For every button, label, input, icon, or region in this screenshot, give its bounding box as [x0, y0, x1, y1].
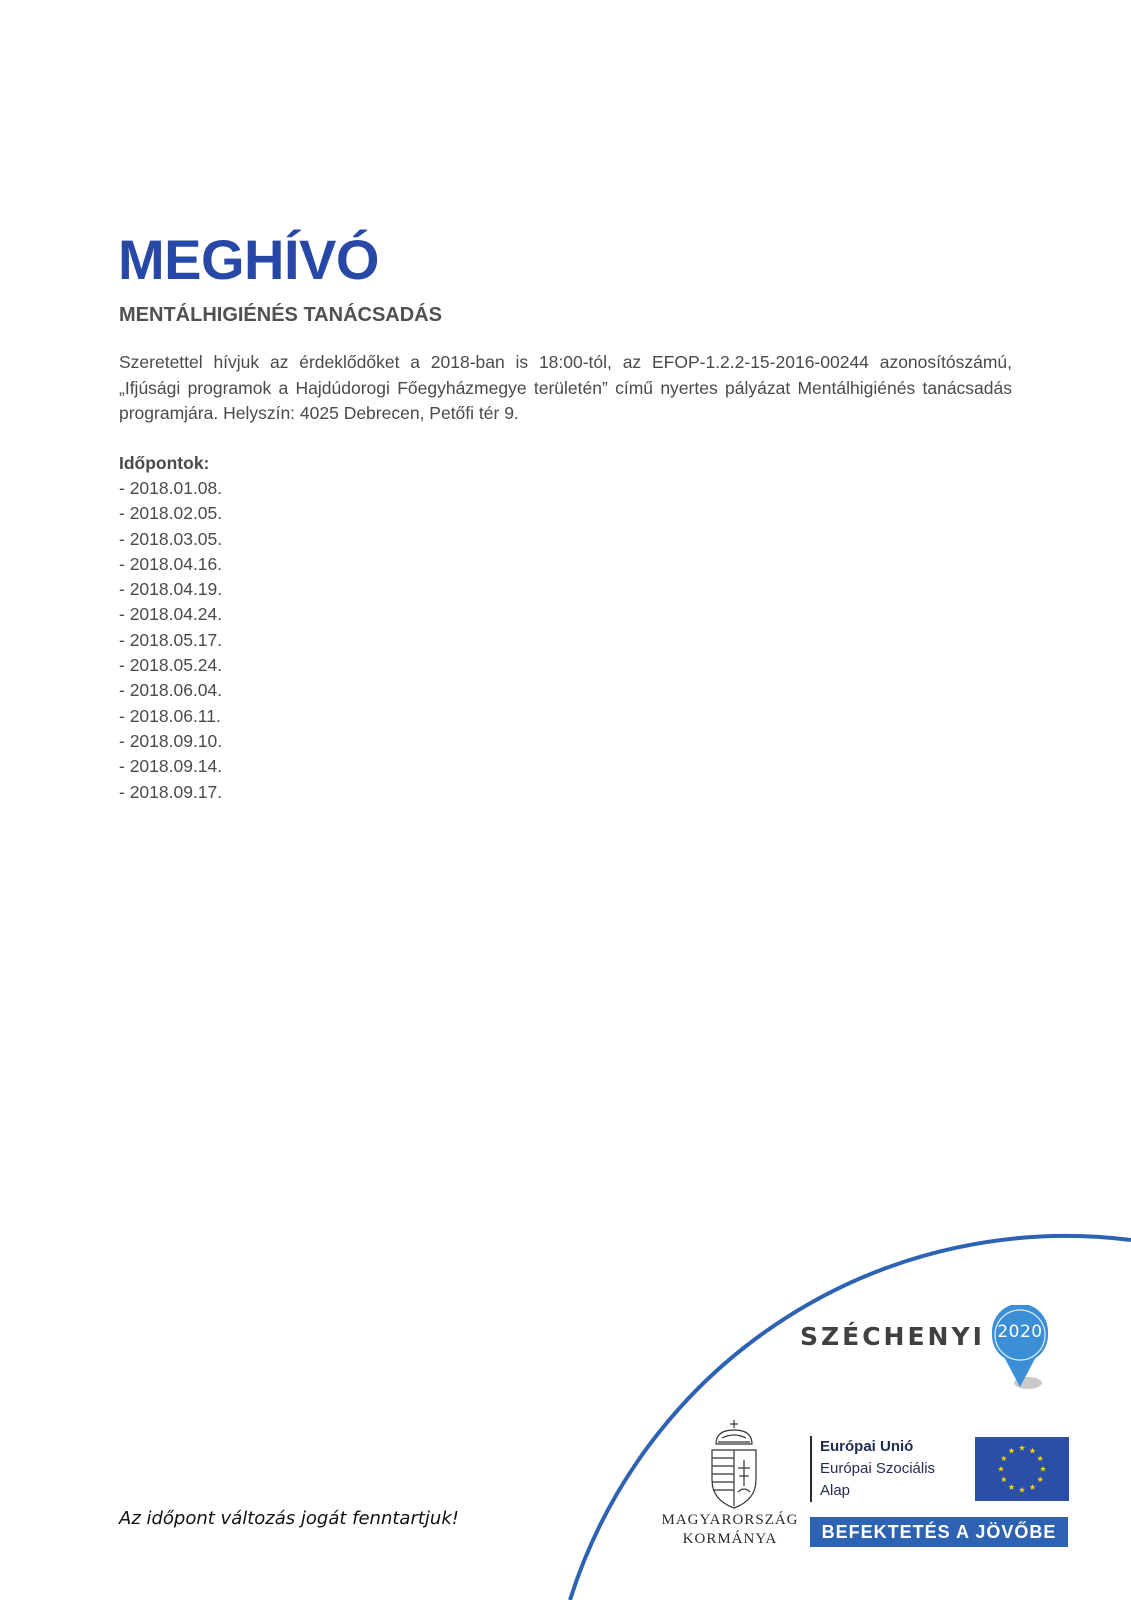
coat-of-arms-icon	[708, 1420, 760, 1510]
page-title: MEGHÍVÓ	[118, 228, 379, 291]
szechenyi-logo-text: SZÉCHENYI	[800, 1322, 985, 1351]
eu-label-block	[820, 1436, 935, 1502]
szechenyi-pin-icon	[990, 1305, 1060, 1395]
date-item: - 2018.09.17.	[119, 781, 223, 802]
intro-paragraph: Szeretettel hívjuk az érdeklődőket a 2018-ban is 18:00-tól, az EFOP-1.2.2-15-2016-00244 azonosítószámú, „Ifjúsági programok a Hajdúdorogi Főegyházmegye területén” című nyertes pályázat Mentálhigiénés tanácsadás programjára. Helyszín: 4025 Debrecen, Petőfi tér 9.	[119, 352, 1012, 423]
date-item: - 2018.09.10.	[119, 730, 223, 751]
date-item: - 2018.06.04.	[119, 680, 223, 701]
eu-divider	[810, 1436, 812, 1502]
government-line-2: KORMÁNYA	[682, 1531, 778, 1547]
eu-fund-line-2: Alap	[820, 1482, 851, 1499]
date-item: - 2018.06.11.	[119, 705, 221, 726]
date-item: - 2018.09.14.	[119, 756, 223, 777]
government-line-1: MAGYARORSZÁG	[661, 1512, 799, 1528]
page-subtitle: MENTÁLHIGIÉNÉS TANÁCSADÁS	[119, 304, 442, 326]
date-item: - 2018.01.08.	[119, 478, 223, 498]
disclaimer-text: Az időpont változás jogát fenntartjuk!	[119, 1508, 459, 1529]
date-item: - 2018.04.19.	[119, 579, 223, 600]
date-item: - 2018.04.24.	[119, 604, 223, 625]
investment-banner: BEFEKTETÉS A JÖVŐBE	[810, 1517, 1068, 1547]
szechenyi-year: 2020	[997, 1322, 1043, 1342]
date-item: - 2018.05.24.	[119, 655, 223, 676]
eu-flag-icon	[975, 1437, 1069, 1501]
eu-name: Európai Unió	[820, 1438, 914, 1455]
date-item: - 2018.03.05.	[119, 528, 223, 549]
eu-fund-line-1: Európai Szociális	[820, 1460, 936, 1477]
date-item: - 2018.05.17.	[119, 629, 223, 650]
date-item: - 2018.02.05.	[119, 503, 223, 524]
dates-heading: Időpontok:	[119, 453, 210, 473]
date-item: - 2018.04.16.	[119, 553, 223, 574]
